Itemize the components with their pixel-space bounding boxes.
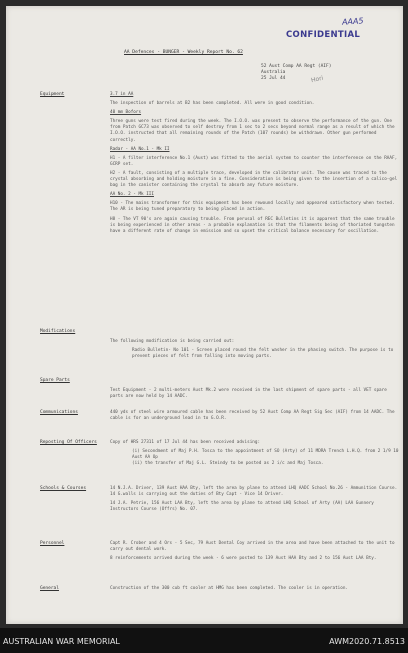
section-general: General — [40, 586, 59, 591]
para-mod-bulletin: Radio Bulletin- No 101 - Screen placed round the felt washer in the phasing switch. The purpose is to prevent pieces of felt from falling into moving parts. — [132, 348, 394, 360]
para-general: Construction of the 300 cub ft cooler at HMG has been completed. The cooler is in operation. — [110, 586, 348, 591]
equipment-body — [110, 92, 400, 238]
para-reposting-i: (i) Secondment of Maj P.H. Tosca to the appointment of SO (Arty) of 11 MDRA Trench L.H.Q. from 2 1/9 10 Aust AA Op — [132, 449, 399, 461]
para-spare: Test Equipment - 2 multi-meters Aust Mk.2 were received in the last shipment of spare parts - all VET spare parts are now held by 14 AADC. — [110, 388, 387, 400]
para-radar-h10: H10 - The mains transformer for this equipment has been rewound locally and appeared satisfactory when tested. The AR is being tuned preparatory to being placed in action. — [110, 201, 395, 213]
reposting-body — [110, 440, 400, 470]
para-communications: 440 yds of steel wire armoured cable has been received by 52 Aust Comp AA Regt Sig Sec (AIF) from 14 AADC. The cable is for an underground lead in to G.O.R. — [110, 410, 395, 422]
section-reposting: Reposting Of Officers — [40, 440, 97, 445]
reference-stamp: AAA5 — [341, 16, 364, 27]
heading-bofors: 40 mm Bofors — [110, 110, 142, 116]
heading-radar: Radar - AA No.1 - Mk II — [110, 146, 170, 152]
archive-footer — [0, 628, 408, 653]
confidential-stamp: CONFIDENTIAL — [286, 30, 361, 40]
para-radar-h8: H8 - The VT 90's are again causing trouble. From perusal of REC Bulletins it is apparent that the same trouble is being experienced in other areas - a probable explanation is that the filaments being of thoriated tungsten have a different rate of change in emission and so upset the critical balance necessary for oscillation. — [110, 216, 395, 234]
spare-parts-body — [110, 388, 400, 403]
para-bofors: Three guns were test fired during the week. The I.O.O. was present to observe the performance of the gun. One from Patch GC73 was observed to self destroy from 1 sec to 2 secs beyond normal range as a result of which the I.O.O. instructed that all remaining rounds of the Patch (107 rounds) be withdrawn. Other gun performed correctly. — [110, 119, 395, 143]
para-barrels: The inspection of barrels at B2 has been completed. All were in good condition. — [110, 101, 315, 107]
para-reposting-ii: (ii) the transfer of Maj G.L. Steindy to be posted as 2 i/c and Maj Tosca. — [132, 461, 324, 467]
archive-name: AUSTRALIAN WAR MEMORIAL — [3, 637, 120, 646]
pencil-annotation: Hori — [310, 74, 324, 85]
general-body — [110, 586, 400, 595]
section-modifications: Modifications — [40, 329, 76, 334]
report-date: 25 Jul 44 — [261, 76, 286, 82]
modifications-body — [110, 339, 400, 363]
heading-37in: 3.7 in AA — [110, 92, 134, 97]
heading-radar-mk3: AA No. 2 - Mk III — [110, 192, 154, 198]
personnel-body — [110, 541, 400, 565]
para-mod-intro: The following modification is being carried out: — [110, 339, 235, 344]
section-schools: Schools & Courses — [40, 486, 87, 491]
archive-id: AWM2020.71.8513 — [329, 637, 405, 646]
section-spare-parts: Spare Parts — [40, 378, 70, 383]
document-page — [6, 6, 403, 624]
para-personnel-1: Capt R. Crober and 4 Ors - 5 Sec, 79 Aust Dental Coy arrived in the area and have been attached to the unit to carry out dental work. — [110, 541, 395, 553]
unit-location: Australia — [261, 70, 286, 76]
report-title: AA Defences - BUNGER - Weekly Report No. 62 — [124, 50, 243, 55]
section-equipment: Equipment — [40, 92, 65, 97]
section-communications: Communications — [40, 410, 78, 415]
para-schools-1: 14 N.J.A. Driver, 139 Aust HAA Bty, left the area by plane to attend LHQ AADC School No.26 - Ammunition Course. 14 G.walls is carrying out the duties of Bty Capt - Vice 14 Driver. — [110, 486, 398, 498]
para-personnel-2: 8 reinforcements arrived during the week - 6 were posted to 139 Aust HAA Bty and 2 to 156 Aust LAA Bty. — [110, 556, 377, 562]
para-reposting: Copy of HRS 27311 of 17 Jul 44 has been received advising: — [110, 440, 261, 445]
section-personnel: Personnel — [40, 541, 65, 546]
unit-name: 52 Aust Comp AA Regt (AIF) — [261, 64, 332, 69]
schools-body — [110, 486, 400, 516]
para-radar-h1: H1 - A filter interference No.1 (Aust) was fitted to the aerial system to counter the interference on the RAAF, GCRP set. — [110, 155, 398, 167]
para-radar-h2: H2 - A fault, consisting of a multiple trace, developed in the calibrator unit. The cause was traced to the crystal absorbing and holding moisture in a fine. Consideration is being given to the insertion of a calico-gel bag in the canister containing the crystal to absorb any future moisture. — [110, 170, 398, 189]
para-schools-2: 14 J.A. Petrie, 156 Aust LAA Bty, left the area by plane to attend LHQ School of Arty (AA) LAA Gunnery Instructors Course (Offrs) No. 07. — [110, 501, 374, 513]
communications-body — [110, 410, 400, 425]
